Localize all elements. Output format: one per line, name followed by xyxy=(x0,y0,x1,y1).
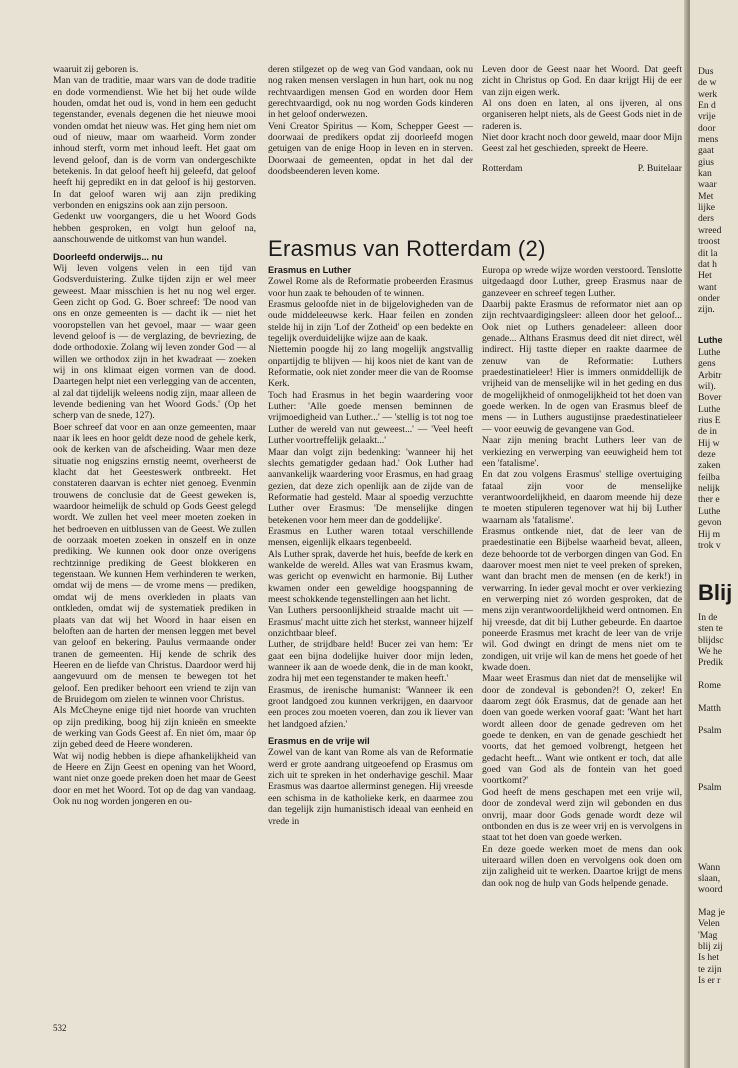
edge-line: Predik xyxy=(698,657,724,669)
paragraph: Van Luthers persoonlijkheid straalde macht uit — Erasmus' macht uitte zich het sterkst, wanneer hijzelf onzichtbaar bleef. xyxy=(268,605,473,639)
edge-line xyxy=(698,759,725,770)
edge-line: Matth xyxy=(698,702,721,714)
paragraph: En deze goede werken moet de mens dan ook uiteraard willen doen en vervolgens ook doen om zijn zaligheid uit te werken. Daartoe krijgt de mens dan ook nog de hulp van Gods helpende genade. xyxy=(482,843,682,889)
edge-line: sten te xyxy=(698,623,723,635)
edge-line: de w xyxy=(698,77,717,89)
edge-line: Is het xyxy=(698,952,720,964)
paragraph: Zowel Rome als de Reformatie probeerden Erasmus voor hun zaak te behouden of te winnen. xyxy=(268,276,473,299)
paragraph: Niettemin poogde hij zo lang mogelijk angstvallig onpartijdig te blijven — hij koos niet de kant van de Reformatie, ook niet zonder meer die van de Roomse Kerk. xyxy=(268,344,473,390)
edge-line xyxy=(698,828,725,839)
edge-line xyxy=(698,737,725,748)
edge-line: gaat xyxy=(698,145,714,157)
edge-line xyxy=(698,850,725,861)
edge-line: Is er r xyxy=(698,975,721,986)
edge-line: dit la xyxy=(698,247,718,259)
edge-line: kan xyxy=(698,168,712,180)
left-column xyxy=(53,64,256,1014)
edge-line: blij zij xyxy=(698,940,723,952)
edge-line: Rome xyxy=(698,680,721,692)
edge-line: zijn. xyxy=(698,304,715,316)
edge-line: te zijn xyxy=(698,963,722,975)
edge-line: vrije xyxy=(698,111,716,123)
edge-line: blijdsc xyxy=(698,634,724,646)
article-title: Erasmus van Rotterdam (2) xyxy=(268,236,546,261)
paragraph: Daarbij pakte Erasmus de reformator niet aan op zijn rechtvaardigingsleer: alleen door het geloof... Ook niet op Luthers genadeleer: alleen door genade... Althans Erasmus deed dit niet direct, wèl indirect. Hij tastte dieper en raakte daarmee de zenuw van de Reformatie: Luthers praedestinatieleer! Hier is immers onmiddellijk de vrijheid van de menselijke wil in het geding en dus de mogelijkheid of onmogelijkheid tot het doen van goede werken. In de ogen van Erasmus bleef de mens — in Luthers augustijnse praedestinatieleer — voor eeuwig de gevangene van God. xyxy=(482,299,682,435)
edge-line: Luthe xyxy=(698,403,721,415)
section-heading: Doorleefd onderwijs... nu xyxy=(53,251,163,262)
paragraph: Wij leven volgens velen in een tijd van Godsverduistering. Zulke tijden zijn er wel meer geweest. Maar misschien is het nu nog wel erger. Geen zicht op God. G. Boer schreef: 'De nood van ons en onze gemeenten is — dacht ik — niet het vooropstellen van het gevoel, maar — waar geen levend geloof is — de verglazing, de bevriezing, de dode orthodoxie. Zolang wij leven zonder God — al willen we orthodox zijn in het kwadraat — zoeken wij in ons klimaat eigen vormen van de dood. Daartegen helpt niet een verlegging van de accenten, al zal dat tijdelijk weleens nodig zijn, maar alleen de levende bediening van het Woord Gods.' (Op het scherp van de snede, 127). xyxy=(53,262,256,422)
edge-line: nelijk xyxy=(698,483,720,495)
paragraph: Niet door kracht noch door geweld, maar door Mijn Geest zal het geschieden, spreekt de Heere. xyxy=(482,132,682,155)
edge-line: We he xyxy=(698,646,722,658)
edge-line: wil). xyxy=(698,381,716,393)
edge-line: werk xyxy=(698,88,718,100)
paragraph: Erasmus en Luther waren totaal verschillende mensen, eigenlijk elkaars tegenbeeld. xyxy=(268,525,473,549)
edge-line: Het xyxy=(698,270,712,282)
edge-line xyxy=(698,691,725,702)
edge-line: ders xyxy=(698,213,714,225)
paragraph: Maar weet Erasmus dan niet dat de menselijke wil door de zondeval is gebonden?! O, zeker! En daarom zegt óók Erasmus, dat de genade aan het doen van goede werken vooraf gaat: 'Want het hart wordt alleen door de genade gedreven om het goede te denken, en van de genade geschiedt het voorts, dat het gemoed volbrengt, hetgeen het gedacht heeft... Want wie ontkent er toch, dat alle goed van God als de fontein van het goed voortkomt?' xyxy=(482,673,682,787)
edge-line xyxy=(698,748,725,759)
edge-line: dat h xyxy=(698,258,717,270)
paragraph: Al ons doen en laten, al ons ijveren, al ons organiseren helpt niets, als de Geest Gods niet in de raderen is. xyxy=(482,98,682,132)
edge-text-block xyxy=(698,347,721,551)
edge-line xyxy=(698,794,725,805)
edge-text-block xyxy=(698,612,725,986)
edge-line: En d xyxy=(698,100,716,112)
edge-line: rius E xyxy=(698,415,721,427)
edge-line: want xyxy=(698,281,717,293)
paragraph: Erasmus, de irenische humanist: 'Wanneer ik een groot landgoed zou kunnen verkrijgen, en daarvoor een proces zou moeten voeren, dan zou ik liever van het landgoed afzien.' xyxy=(268,684,473,730)
paragraph: God heeft de mens geschapen met een vrije wil, door de zondeval werd zijn wil gebonden en dus onvrij, maar door Gods genade wordt deze wil ontbonden en dus is ze weer vrij en is vervolgens in staat tot het doen van goede werken. xyxy=(482,786,682,844)
facing-page-edge xyxy=(690,0,738,1068)
edge-line: door xyxy=(698,122,716,134)
paragraph: Erasmus ontkende niet, dat de leer van de praedestinatie een Bijbelse waarheid bevat, alleen, deze behoorde tot de verborgen dingen van God. En daarover moest men niet te veel preken of spreken, want dan bracht men de mensen (en de kerk!) in verwarring. In ieder geval mocht er over verkiezing en verwerping niet zó worden gesproken, dat de mens zijn verantwoordelijkheid werd ontnomen. En hij vreesde, dat dit bij Luther gebeurde. En daartoe poneerde Erasmus met kracht de leer van de vrije wil. God dwingt en dringt de mens niet om te zondigen, uit vrije wil kan de mens het goede of het kwade doen. xyxy=(482,525,682,674)
section-heading: Erasmus en Luther xyxy=(268,265,352,275)
edge-line: Luthe xyxy=(698,347,721,358)
edge-line: zaken xyxy=(698,460,721,472)
edge-line: woord xyxy=(698,884,723,896)
edge-line xyxy=(698,771,725,782)
edge-line: lijke xyxy=(698,202,716,214)
paragraph: deren stilgezet op de weg van God vandaan, ook nu nog raken mensen verslagen in hun hart, ook nu nog rechtvaardigen mensen God en worden door Hem gerechtvaardigd, ook nu nog worden Gods kinderen in het geloof onderwezen. xyxy=(268,64,473,121)
edge-line: Velen xyxy=(698,918,720,930)
edge-text-block xyxy=(698,66,721,316)
edge-line: gius xyxy=(698,156,714,168)
edge-line: Mag je xyxy=(698,906,725,918)
edge-line: ther e xyxy=(698,494,720,506)
article-column-2 xyxy=(482,265,682,1035)
edge-line: slaan, xyxy=(698,872,721,884)
paragraph: Veni Creator Spiritus — Kom, Schepper Geest — doorwaai de predikers opdat zij doorleefd mogen getuigen van de enige Hoop in leven en in sterven. Doorwaai de gemeenten, opdat in het dal der doodsbeenderen leven kome. xyxy=(268,120,473,178)
paragraph: Zowel van de kant van Rome als van de Reformatie werd er grote aandrang uitgeoefend op Erasmus om zich uit te spreken in het onderhavige geschil. Maar Erasmus was daartoe allerminst genegen. Hij vreesde een schisma in de katholieke kerk, en daarmee zou dan tegelijk zijn humanistisch ideaal van eenheid en vrede in xyxy=(268,747,473,827)
paragraph: En dat zou volgens Erasmus' stellige overtuiging fataal zijn voor de menselijke verantwoordelijkheid, en daarom meende hij deze te moeten stipuleren tegenover wat hij bij Luther waarnam als 'fatalisme'. xyxy=(482,469,682,526)
paragraph: Europa op wrede wijze worden verstoord. Tenslotte uitgedaagd door Luther, greep Erasmus naar de ganzeveer en schreef tegen Luther. xyxy=(482,265,682,299)
edge-line: mens xyxy=(698,134,719,146)
paragraph: Naar zijn mening bracht Luthers leer van de verkiezing en verwerping van eeuwigheid hem tot een 'fatalisme'. xyxy=(482,435,682,469)
edge-line: Luthe xyxy=(698,505,721,517)
edge-line: wreed xyxy=(698,224,722,236)
paragraph: Gedenkt uw voorgangers, die u het Woord Gods hebben gesproken, en volgt hun geloof na, aanschouwende de uitkomst van hun wandel. xyxy=(53,211,256,246)
edge-line: gevon xyxy=(698,517,722,529)
edge-line: Hij m xyxy=(698,528,721,540)
edge-line: troost xyxy=(698,236,720,248)
edge-line: trok v xyxy=(698,539,721,551)
edge-line: In de xyxy=(698,612,718,623)
article-column-1 xyxy=(268,265,473,1035)
paragraph: waaruit zij geboren is. xyxy=(53,64,139,75)
paragraph: Als Luther sprak, daverde het huis, beefde de kerk en wankelde de wereld. Alles wat van Erasmus kwam, was gericht op evenwicht en harmonie. Bij Luther kwamen onder een geweldige hoogspanning de meest schokkende tegenstellingen aan het licht. xyxy=(268,548,473,605)
edge-line: deze xyxy=(698,449,716,461)
edge-title: Blij xyxy=(698,580,733,605)
paragraph: Luther, de strijdbare held! Bucer zei van hem: 'Er gaat een bijna dodelijke huiver door mijn leden, wanneer ik aan de woede denk, die in de man kookt, zodra hij met een tegenstander te maken heeft.' xyxy=(268,639,473,685)
edge-line: waar xyxy=(698,179,717,191)
paragraph: Als McCheyne enige tijd niet hoorde van vruchten op zijn prediking, boog hij zijn knieën en smeekte de werking van Gods Geest af. En niet óm, maar óp zijn gebed deed de Heere wonderen. xyxy=(53,705,256,751)
edge-line: Met xyxy=(698,190,714,202)
edge-line xyxy=(698,839,725,850)
edge-line xyxy=(698,805,725,816)
paragraph: Erasmus geloofde niet in de bijgelovigheden van de oude middeleeuwse kerk. Haar feilen en zonden stelde hij in zijn 'Lof der Zotheid' op een bedekte en tegelijk overduidelijke wijze aan de kaak. xyxy=(268,299,473,345)
edge-line: onder xyxy=(698,292,720,304)
edge-line xyxy=(698,669,725,680)
edge-line: de in xyxy=(698,426,717,438)
paragraph: Toch had Erasmus in het begin waardering voor Luther: 'Alle goede mensen beminnen de vrijmoedigheid van Luther...' — 'stellig is tot nog toe Luther de wereld van nut geweest...' — 'Veel heeft Luther voortreffelijk gelaakt...' xyxy=(268,389,473,447)
paragraph: Boer schreef dat voor en aan onze gemeenten, maar naar ik lees en hoor geldt deze nood de gehele kerk, ook de kerken van de afscheiding. Waar men deze situatie nog enigszins ernstig neemt, overheerst de klacht dat het Geesteswerk ontbreekt. Het constateren daarvan is echter niet genoeg. Evenmin trouwens de conclusie dat de Geest geweken is, waardoor heimelijk de schuld op Gods Geest gelegd wordt. We zullen het veel meer moeten zoeken in het bedroeven en uitblussen van de Geest. We zullen de oorzaak moeten zoeken in onszelf en in onze prediking. We kunnen ook door onze overigens rechtzinnige prediking de Geest blokkeren en tegenstaan. We kunnen Hem verhinderen te werken, omdat wij de mens — de vrome mens — prediken, omdat wij de mens overkleden in plaats van ontkleden, omdat wij de systematiek prediken in plaats van dat wij het Woord in haar eisen en beloften aan de harten der mensen leggen met bevel van geloof en bekering. Paulus vermaande onder tranen de gemeenten. Hij kende de schrik des Heeren en de liefde van Christus. Daardoor werd hij aangevuurd om de mensen te bewegen tot het geloof. Een prediker behoort een vriend te zijn van de Bruidegom om zielen te winnen voor Christus. xyxy=(53,421,256,705)
edge-line xyxy=(698,816,725,827)
edge-line: Hij w xyxy=(698,437,720,449)
section-heading: Erasmus en de vrije wil xyxy=(268,736,370,747)
edge-heading: Luthe xyxy=(698,335,723,345)
page-number: 532 xyxy=(53,1023,67,1033)
middle-column-top xyxy=(268,64,473,234)
edge-line: feilba xyxy=(698,471,720,483)
sign-author: P. Buitelaar xyxy=(637,162,682,174)
paragraph: Leven door de Geest naar het Woord. Dat geeft zicht in Christus op God. En daar krijgt Hij de eer van zijn eigen werk. xyxy=(482,64,682,98)
edge-line: 'Mag xyxy=(698,929,718,941)
edge-line: Psalm xyxy=(698,782,722,794)
edge-line: Dus xyxy=(698,66,714,77)
edge-line: gens xyxy=(698,358,716,370)
sign-place: Rotterdam xyxy=(482,162,523,174)
paragraph: Maar dan volgt zijn bedenking: 'wanneer hij het slechts gematigder gedaan had.' Ook Luther had aanvankelijk waardering voor Erasmus, en had graag gezien, dat deze zich openlijk aan de zijde van de Reformatie had gesteld. Maar al spoedig verzuchtte Luther over Erasmus: 'De menselijke dingen betekenen voor hem meer dan de goddelijke'. xyxy=(268,446,473,526)
signature xyxy=(482,163,682,174)
edge-line: Psalm xyxy=(698,725,722,737)
paragraph: Wat wij nodig hebben is diepe afhankelijkheid van de Heere en Zijn Geest en opening van het Woord, want niet onze goede preken doen het maar de Geest door en met het Woord. Tot op de dag van vandaag. Ook nu nog worden jongeren en ou- xyxy=(53,750,256,807)
right-column-top xyxy=(482,64,682,234)
paragraph: Man van de traditie, maar wars van de dode traditie en dode vormendienst. Wie het bij het oude wilde houden, omdat het oud is, vond in hem een geducht tegenstander, evenals degenen die het nieuwe mooi vonden omdat het nieuw was. Het ging hem niet om oud of nieuw, maar om waarheid. Vorm zonder inhoud sterft, vorm met inhoud leeft. Het gaat om levend geloof, dan is de vorm van ondergeschikte betekenis. In dat geloof heeft hij geleefd, dat geloof heeft hij gepredikt en in dat geloof is hij gestorven. In dat geloof waren wij aan zijn prediking verbonden en enigszins ook aan zijn persoon. xyxy=(53,75,256,212)
edge-line: Wann xyxy=(698,861,721,873)
edge-line: Arbitr xyxy=(698,369,722,381)
edge-line: Bover xyxy=(698,392,722,404)
edge-line xyxy=(698,714,725,725)
edge-line xyxy=(698,896,725,907)
